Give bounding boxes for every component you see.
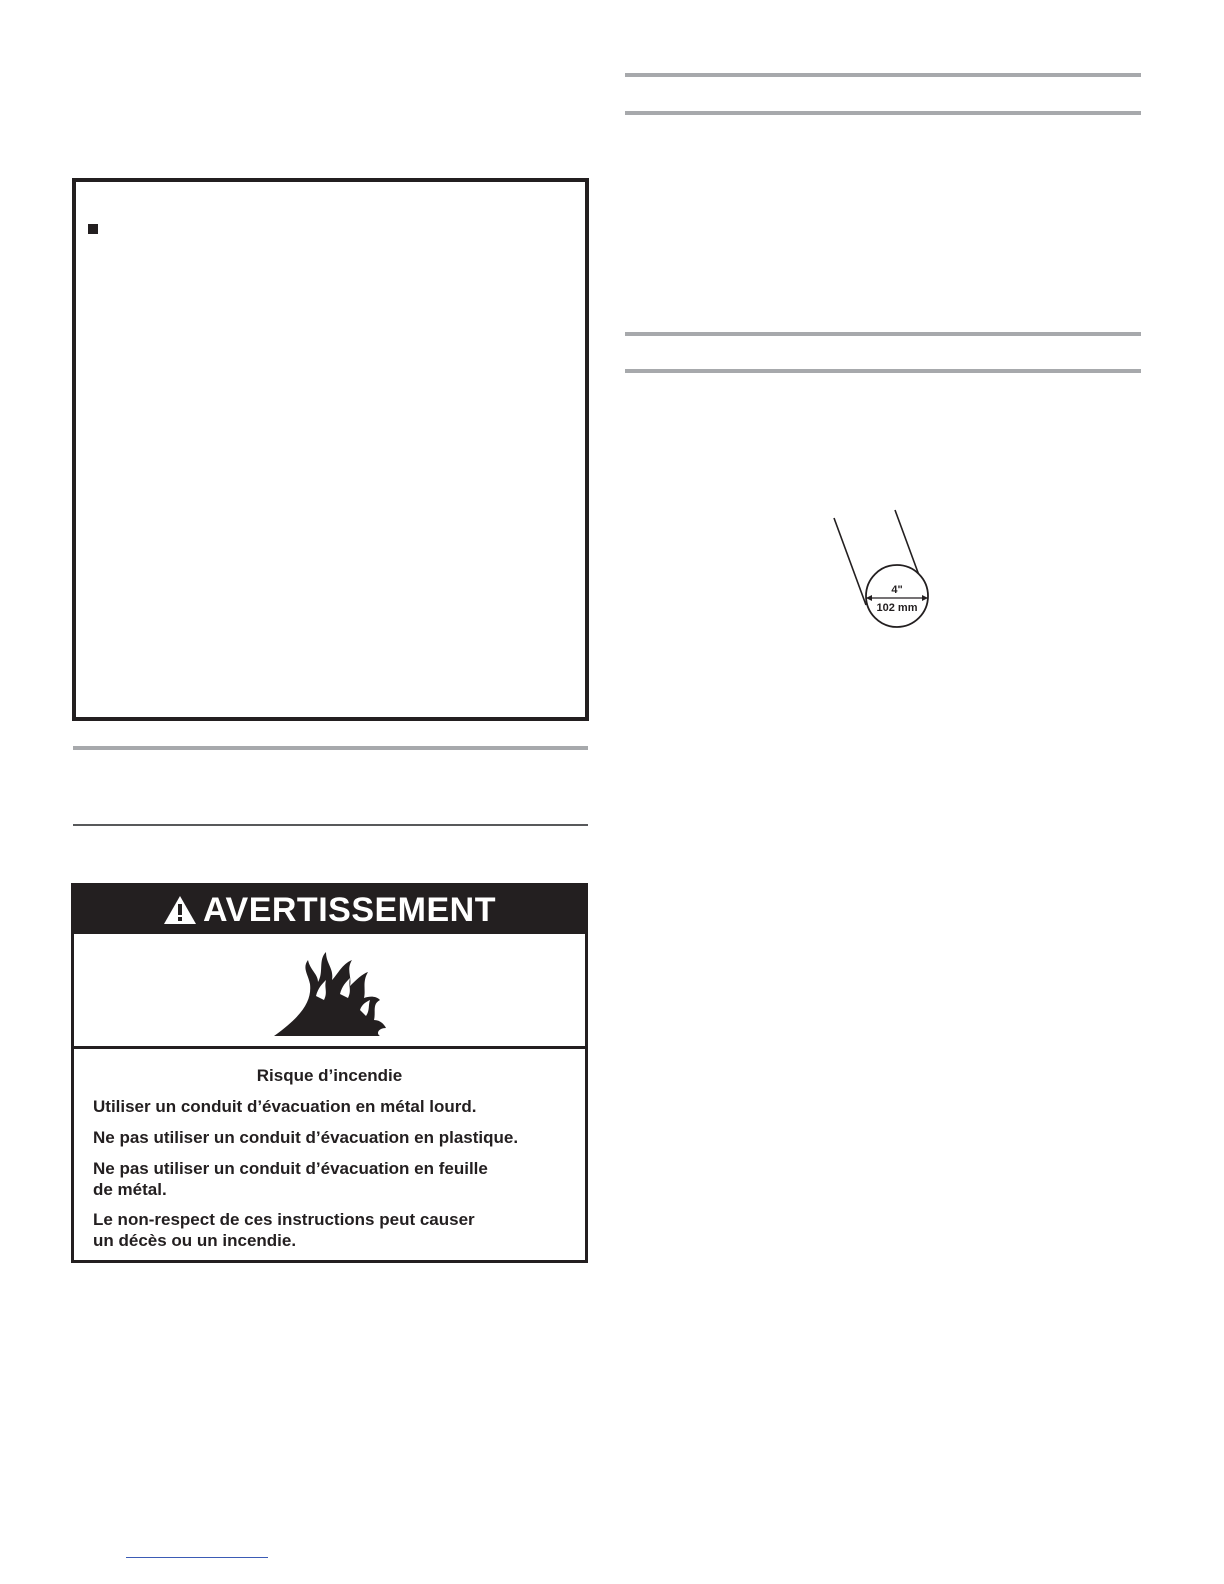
note-box [72,178,589,721]
diameter-mm-label: 102 mm [876,602,918,614]
warning-line: Ne pas utiliser un conduit d’évacuation en plastique. [93,1128,519,1147]
fire-hazard-icon [272,946,392,1038]
footer-link-underline [126,1557,268,1558]
section-rule-left [73,746,588,750]
warning-line: Utiliser un conduit d’évacuation en métal lourd. [93,1097,477,1116]
warning-title-text: AVERTISSEMENT [202,890,496,929]
section-rule-left-thin [73,824,588,826]
duct-circle [866,565,928,627]
section-rule-top [625,73,1141,77]
warning-divider [74,1046,585,1049]
warning-line: Le non-respect de ces instructions peut causer un décès ou un incendie. [93,1210,475,1250]
warning-triangle-icon [163,895,197,925]
warning-hazard-label: Risque d’incendie [256,1066,403,1085]
duct-edge-left [834,518,866,605]
warning-line: Ne pas utiliser un conduit d’évacuation en feuille de métal. [93,1159,488,1199]
warning-box [71,883,588,1263]
section-rule-top-lower [625,111,1141,115]
section-rule-mid [625,332,1141,336]
duct-diameter-diagram [820,505,940,635]
warning-header [74,886,585,934]
section-rule-mid-lower [625,369,1141,373]
bullet-square-icon [88,224,98,234]
warning-title [74,886,585,934]
diameter-inches-label: 4" [891,584,903,596]
